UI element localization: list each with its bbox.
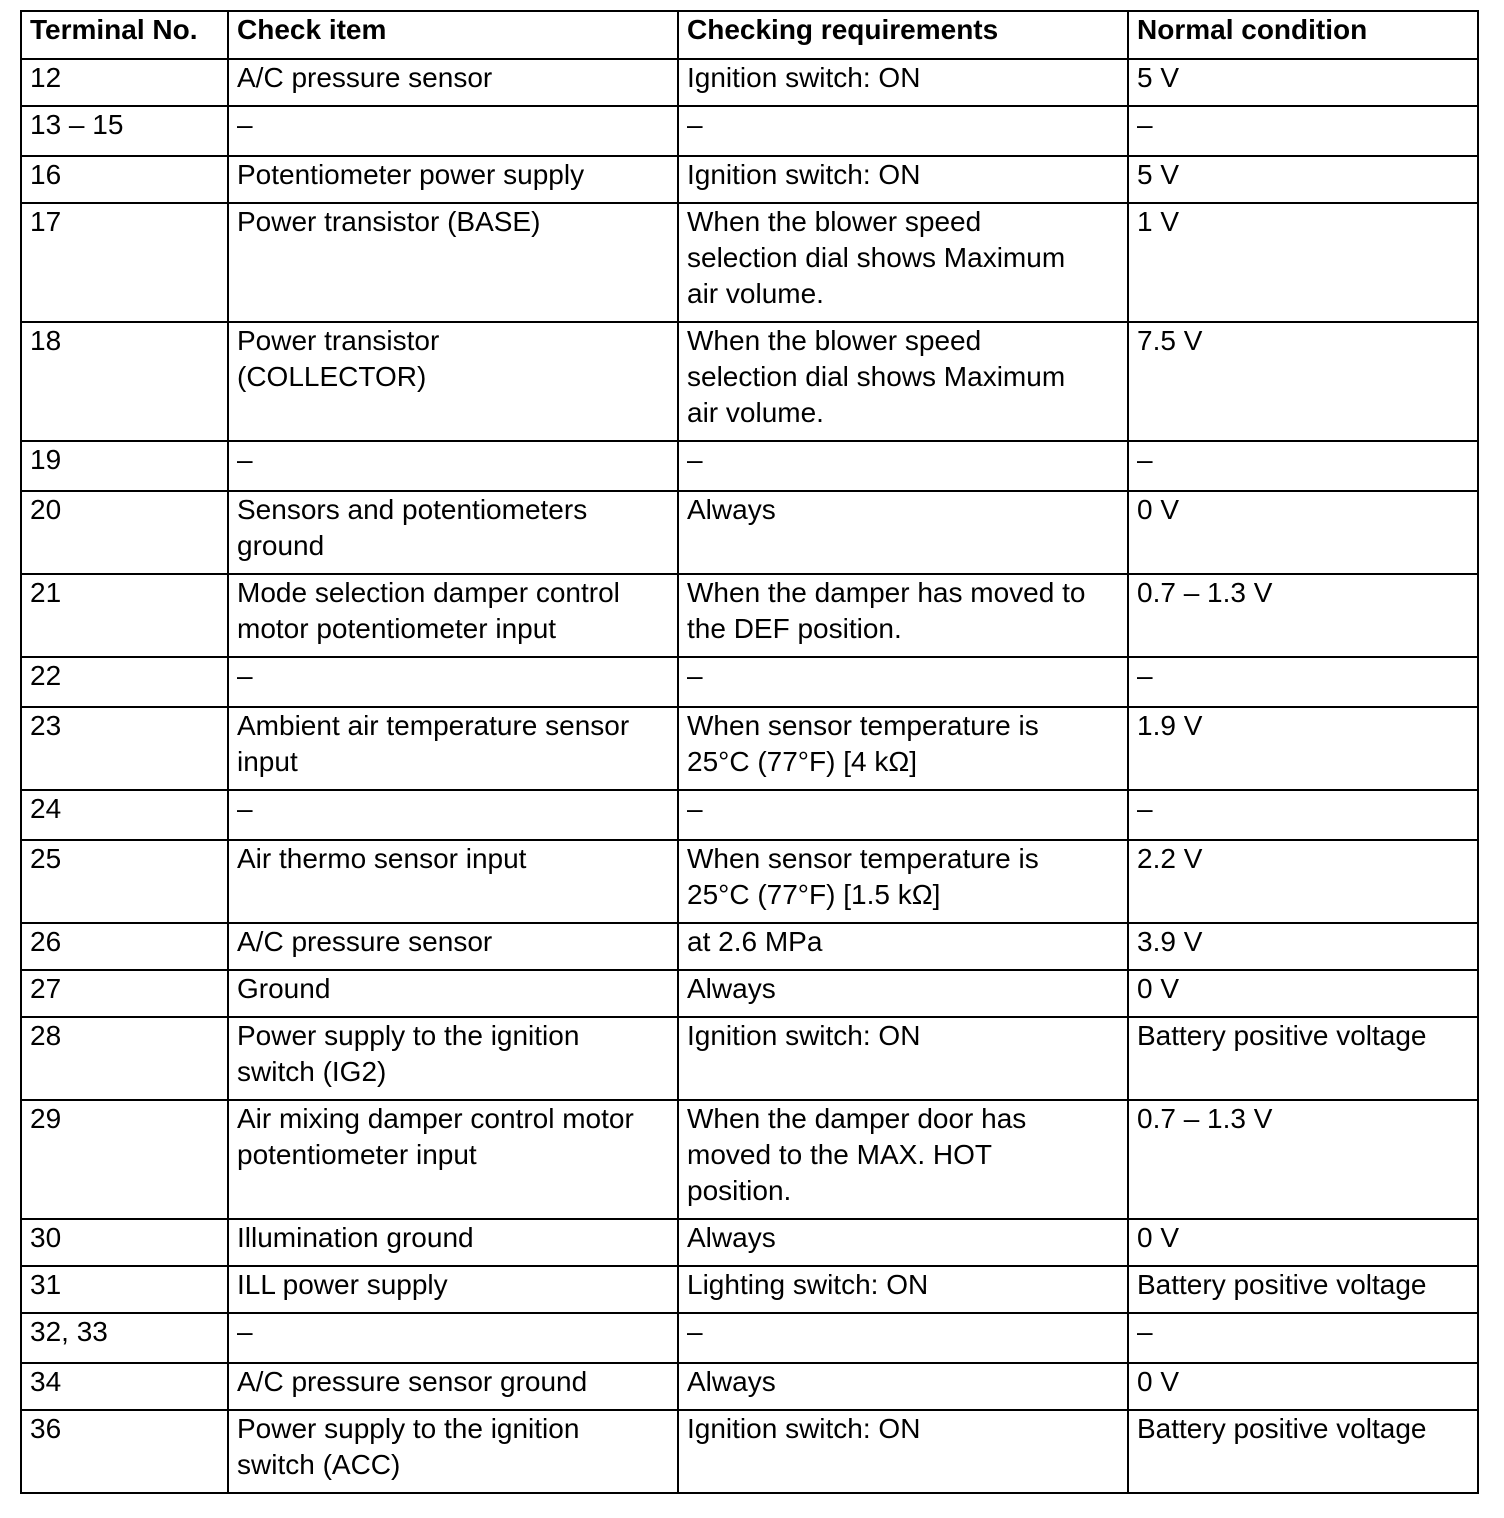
- cell-normal-condition: 0.7 – 1.3 V: [1128, 574, 1478, 657]
- table-row: [21, 1266, 1478, 1313]
- cell-checking-requirement: When sensor temperature is 25°C (77°F) [1.5 kΩ]: [678, 840, 1128, 923]
- cell-normal-condition: –: [1128, 441, 1478, 491]
- cell-normal-condition: Battery positive voltage: [1128, 1017, 1478, 1100]
- header-normal-condition: Normal condition: [1128, 11, 1478, 59]
- table-row: [21, 657, 1478, 707]
- cell-check-item: Power supply to the ignition switch (IG2): [228, 1017, 678, 1100]
- cell-check-item: Sensors and potentiometers ground: [228, 491, 678, 574]
- table-row: [21, 1410, 1478, 1493]
- cell-terminal-no: 23: [21, 707, 228, 790]
- cell-check-item: –: [228, 790, 678, 840]
- cell-terminal-no: 32, 33: [21, 1313, 228, 1363]
- cell-checking-requirement: Ignition switch: ON: [678, 156, 1128, 203]
- cell-checking-requirement: Always: [678, 1219, 1128, 1266]
- cell-check-item: Air thermo sensor input: [228, 840, 678, 923]
- cell-checking-requirement: –: [678, 657, 1128, 707]
- cell-normal-condition: –: [1128, 1313, 1478, 1363]
- cell-terminal-no: 21: [21, 574, 228, 657]
- cell-normal-condition: 5 V: [1128, 156, 1478, 203]
- table-header-row: [21, 11, 1478, 59]
- table-row: [21, 923, 1478, 970]
- header-checking-requirements: Checking requirements: [678, 11, 1128, 59]
- cell-checking-requirement: –: [678, 1313, 1128, 1363]
- cell-normal-condition: 2.2 V: [1128, 840, 1478, 923]
- cell-check-item: Illumination ground: [228, 1219, 678, 1266]
- cell-normal-condition: 7.5 V: [1128, 322, 1478, 441]
- table-row: [21, 707, 1478, 790]
- cell-check-item: A/C pressure sensor: [228, 923, 678, 970]
- cell-terminal-no: 22: [21, 657, 228, 707]
- table-row: [21, 790, 1478, 840]
- cell-normal-condition: Battery positive voltage: [1128, 1410, 1478, 1493]
- cell-normal-condition: 0 V: [1128, 491, 1478, 574]
- cell-check-item: Potentiometer power supply: [228, 156, 678, 203]
- cell-checking-requirement: When the damper has moved to the DEF position.: [678, 574, 1128, 657]
- table-row: [21, 574, 1478, 657]
- table-row: [21, 322, 1478, 441]
- cell-checking-requirement: Always: [678, 491, 1128, 574]
- cell-terminal-no: 27: [21, 970, 228, 1017]
- header-terminal-no: Terminal No.: [21, 11, 228, 59]
- table-row: [21, 203, 1478, 322]
- cell-checking-requirement: Lighting switch: ON: [678, 1266, 1128, 1313]
- table-row: [21, 441, 1478, 491]
- table-row: [21, 1313, 1478, 1363]
- cell-checking-requirement: When the blower speed selection dial shows Maximum air volume.: [678, 203, 1128, 322]
- cell-terminal-no: 28: [21, 1017, 228, 1100]
- cell-terminal-no: 25: [21, 840, 228, 923]
- cell-normal-condition: 1.9 V: [1128, 707, 1478, 790]
- cell-normal-condition: 0 V: [1128, 1363, 1478, 1410]
- cell-check-item: Power transistor (BASE): [228, 203, 678, 322]
- table-row: [21, 106, 1478, 156]
- cell-terminal-no: 16: [21, 156, 228, 203]
- table-row: [21, 840, 1478, 923]
- table-body: [21, 59, 1478, 1493]
- cell-terminal-no: 29: [21, 1100, 228, 1219]
- cell-terminal-no: 31: [21, 1266, 228, 1313]
- table-row: [21, 491, 1478, 574]
- cell-terminal-no: 19: [21, 441, 228, 491]
- cell-checking-requirement: at 2.6 MPa: [678, 923, 1128, 970]
- cell-normal-condition: 3.9 V: [1128, 923, 1478, 970]
- cell-terminal-no: 17: [21, 203, 228, 322]
- cell-check-item: A/C pressure sensor ground: [228, 1363, 678, 1410]
- cell-checking-requirement: Ignition switch: ON: [678, 1410, 1128, 1493]
- cell-terminal-no: 26: [21, 923, 228, 970]
- cell-checking-requirement: When the damper door has moved to the MAX. HOT position.: [678, 1100, 1128, 1219]
- table-row: [21, 1219, 1478, 1266]
- cell-check-item: Air mixing damper control motor potentiometer input: [228, 1100, 678, 1219]
- table-row: [21, 970, 1478, 1017]
- cell-check-item: Ground: [228, 970, 678, 1017]
- cell-terminal-no: 13 – 15: [21, 106, 228, 156]
- cell-checking-requirement: Ignition switch: ON: [678, 1017, 1128, 1100]
- cell-checking-requirement: –: [678, 441, 1128, 491]
- cell-check-item: Mode selection damper control motor potentiometer input: [228, 574, 678, 657]
- cell-checking-requirement: –: [678, 790, 1128, 840]
- cell-normal-condition: 1 V: [1128, 203, 1478, 322]
- cell-normal-condition: 0.7 – 1.3 V: [1128, 1100, 1478, 1219]
- cell-normal-condition: –: [1128, 657, 1478, 707]
- cell-normal-condition: 0 V: [1128, 1219, 1478, 1266]
- cell-normal-condition: 0 V: [1128, 970, 1478, 1017]
- cell-terminal-no: 18: [21, 322, 228, 441]
- cell-checking-requirement: When the blower speed selection dial shows Maximum air volume.: [678, 322, 1128, 441]
- cell-terminal-no: 30: [21, 1219, 228, 1266]
- cell-check-item: Ambient air temperature sensor input: [228, 707, 678, 790]
- table-row: [21, 1017, 1478, 1100]
- cell-check-item: Power transistor (COLLECTOR): [228, 322, 678, 441]
- cell-checking-requirement: Always: [678, 1363, 1128, 1410]
- cell-checking-requirement: Always: [678, 970, 1128, 1017]
- cell-terminal-no: 20: [21, 491, 228, 574]
- cell-check-item: –: [228, 657, 678, 707]
- cell-check-item: Power supply to the ignition switch (ACC): [228, 1410, 678, 1493]
- terminal-check-table: [20, 10, 1479, 1494]
- table-row: [21, 1363, 1478, 1410]
- cell-terminal-no: 12: [21, 59, 228, 106]
- cell-checking-requirement: Ignition switch: ON: [678, 59, 1128, 106]
- cell-checking-requirement: –: [678, 106, 1128, 156]
- cell-terminal-no: 36: [21, 1410, 228, 1493]
- cell-checking-requirement: When sensor temperature is 25°C (77°F) [4 kΩ]: [678, 707, 1128, 790]
- cell-normal-condition: –: [1128, 106, 1478, 156]
- table-row: [21, 156, 1478, 203]
- cell-normal-condition: –: [1128, 790, 1478, 840]
- cell-check-item: –: [228, 106, 678, 156]
- table-row: [21, 1100, 1478, 1219]
- cell-check-item: –: [228, 1313, 678, 1363]
- cell-normal-condition: 5 V: [1128, 59, 1478, 106]
- cell-terminal-no: 24: [21, 790, 228, 840]
- cell-check-item: –: [228, 441, 678, 491]
- cell-check-item: ILL power supply: [228, 1266, 678, 1313]
- cell-check-item: A/C pressure sensor: [228, 59, 678, 106]
- header-check-item: Check item: [228, 11, 678, 59]
- cell-normal-condition: Battery positive voltage: [1128, 1266, 1478, 1313]
- table-row: [21, 59, 1478, 106]
- cell-terminal-no: 34: [21, 1363, 228, 1410]
